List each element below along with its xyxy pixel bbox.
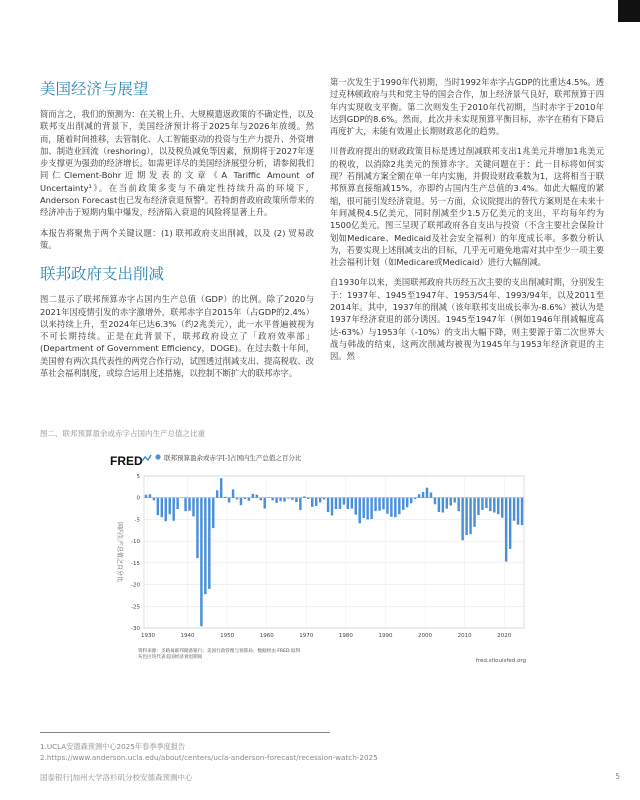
x-tick-label: 1990	[378, 633, 393, 639]
bar-1939	[184, 498, 186, 511]
bar-2005	[446, 498, 448, 509]
bar-2017	[493, 498, 495, 513]
bar-2006	[450, 498, 452, 506]
bar-1980	[347, 498, 349, 509]
bar-1945	[208, 498, 210, 589]
bar-1970	[307, 498, 309, 499]
bar-1936	[172, 498, 174, 521]
bar-1975	[327, 498, 329, 512]
bar-2016	[489, 498, 491, 511]
footnote-2-link[interactable]: 2.https://www.anderson.ucla.edu/about/centers/ucla-anderson-forecast/recession-watch-2025	[40, 753, 378, 762]
bar-1971	[311, 498, 313, 507]
bar-1986	[370, 498, 372, 519]
bar-1940	[188, 498, 190, 511]
bar-1951	[232, 489, 234, 497]
paragraph-spending-cut-history: 自1930年以来，美国联邦政府共历经五次主要的支出削减时期，分别发生于：1937年、1945至1947年、1953/54年、1993/94年，以及2011至2014年。其中，1937年的削减（该年联邦支出成长率为-8.6%）被认为是1937年经济衰退的部分诱因。1945至1947年（例如1946年削减幅度高达-63%）与1953年（-10%）的支出大幅下降，则主要源于第二次世界大战与韩战的结束，这两次削减均被视为1945年与1953年经济衰退的主因。然	[330, 277, 604, 362]
bar-1941	[192, 498, 194, 517]
bar-1937	[176, 498, 178, 509]
bar-1987	[374, 498, 376, 511]
chart-y-axis-label: 国内生产总值之百分比	[116, 521, 123, 583]
fred-logo-text: FRED	[110, 454, 143, 468]
x-tick-label: 2000	[418, 633, 433, 639]
bar-1979	[343, 498, 345, 505]
bar-2001	[430, 493, 432, 498]
legend-dot-icon	[155, 454, 160, 459]
footer-publisher: 国泰银行|加州大学洛杉矶分校安德森预测中心	[40, 773, 193, 782]
fred-chart	[110, 452, 530, 672]
bar-1969	[303, 496, 305, 497]
bar-1959	[264, 498, 266, 509]
bar-1944	[204, 498, 206, 594]
bar-2007	[454, 498, 456, 503]
chart-recession-note: 灰色区块代表美国经济衰退期间	[138, 655, 203, 660]
bar-1958	[260, 498, 262, 501]
bar-2003	[438, 498, 440, 512]
bar-1968	[299, 498, 301, 510]
chart-y-ticks	[131, 474, 140, 632]
bar-1953	[240, 498, 242, 505]
x-tick-label: 1950	[220, 633, 235, 639]
y-tick-label: -5	[134, 517, 140, 524]
bar-1989	[382, 498, 384, 510]
bar-1977	[335, 498, 337, 509]
bar-1933	[161, 498, 163, 518]
x-tick-label: 1930	[140, 633, 155, 639]
bar-1984	[362, 498, 364, 518]
footnote-divider	[40, 732, 330, 733]
bar-2015	[485, 498, 487, 508]
bar-1981	[351, 498, 353, 509]
bar-1978	[339, 498, 341, 509]
y-tick-label: -30	[131, 626, 140, 632]
chart-x-ticks	[141, 633, 512, 639]
x-tick-label: 1960	[259, 633, 274, 639]
paragraph-1990s-2010s: 第一次发生于1990年代初期，当时1992年赤字占GDP的比重达4.5%。透过克林顿政府与共和党主导的国会合作，加上经济景气良好，联邦预算于四年内实现收支平衡。第二次则发生于2010年代初期，当时赤字于2010年达到GDP的8.6%。然而，此次并未实现预算平衡目标，赤字在稍有下降后再度扩大，未能有效遏止长期财政恶化的趋势。	[330, 77, 604, 137]
chart-svg	[110, 452, 530, 672]
page-number: 5	[615, 772, 620, 781]
bar-1985	[366, 498, 368, 520]
bar-1972	[315, 498, 317, 506]
bar-2013	[477, 498, 479, 515]
x-tick-label: 2020	[497, 633, 512, 639]
paragraph-focus-topics: 本报告将聚焦于两个关键议题：(1) 联邦政府支出削减，以及 (2) 贸易政策。	[40, 227, 314, 250]
bar-1950	[228, 498, 230, 503]
bar-2023	[517, 498, 519, 525]
bar-1934	[165, 498, 167, 521]
fred-logo-line-icon	[142, 455, 151, 461]
footnote-1: 1.UCLA安德森预测中心2025年春季季度报告	[40, 742, 186, 751]
chart-site-link[interactable]: fred.stlouisfed.org	[475, 658, 526, 664]
bar-2010	[465, 498, 467, 535]
bar-1976	[331, 498, 333, 516]
bar-1993	[398, 498, 400, 515]
bar-1997	[414, 498, 416, 499]
heading-federal-spending-cuts: 联邦政府支出削减	[40, 265, 165, 284]
bar-1988	[378, 498, 380, 511]
bar-1966	[291, 498, 293, 500]
y-tick-label: -15	[131, 560, 140, 567]
bar-2018	[497, 498, 499, 515]
bar-1974	[323, 498, 325, 500]
bar-1996	[410, 498, 412, 504]
bar-1963	[279, 498, 281, 501]
bar-1932	[157, 498, 159, 515]
bar-2002	[434, 498, 436, 505]
bar-1954	[244, 498, 246, 499]
bar-2008	[457, 498, 459, 511]
bar-1999	[422, 492, 424, 498]
fred-logo	[110, 454, 151, 468]
x-tick-label: 1970	[299, 633, 314, 639]
bar-1935	[169, 498, 171, 515]
paragraph-deficit-intro: 图二显示了联邦预算赤字占国内生产总值（GDP）的比例。除了2020与2021年因疫情引发的赤字激增外，联邦赤字自2015年（占GDP的2.4%）以来持续上升，至2024年已达6.3%（约2兆美元），此一水平普遍被视为不可长期持续。正是在此背景下，联邦政府设立了「政府效率部」(Department of Government Efficiency，DOGE)。在过去数十年间，美国曾有两次具代表性的两党合作行动，试图透过削减支出、提高税收、改革社会福利制度，或综合运用上述措施，以控制不断扩大的联邦赤字。	[40, 294, 314, 379]
bar-1961	[271, 498, 273, 501]
y-tick-label: 5	[136, 474, 140, 480]
chart-legend: 联邦预算盈余或赤字[-]占国内生产总值之百分比	[164, 454, 302, 462]
x-tick-label: 1940	[180, 633, 195, 639]
bar-1965	[287, 498, 289, 499]
figure-caption: 图二、联邦预算盈余或赤字占国内生产总值之比重	[40, 429, 205, 438]
footnotes	[40, 741, 378, 763]
bar-1991	[390, 498, 392, 517]
bar-1982	[355, 498, 357, 515]
bar-1955	[248, 498, 250, 501]
bar-1983	[359, 498, 361, 524]
bar-1994	[402, 498, 404, 510]
bar-1956	[252, 494, 254, 498]
y-tick-label: -10	[131, 539, 140, 546]
bar-2020	[505, 498, 507, 562]
bar-1957	[256, 495, 258, 498]
bar-1992	[394, 498, 396, 518]
bar-1949	[224, 497, 226, 498]
bar-2009	[461, 498, 463, 541]
chart-source-note: 资料来源：圣路易联邦储备银行；美国行政管理与预算局；数据经由 FRED 取得	[138, 649, 301, 654]
x-tick-label: 1980	[338, 633, 353, 639]
bar-1973	[319, 498, 321, 503]
paragraph-outlook: 简而言之，我们的预测为：在关税上升、大规模遣返政策的不确定性，以及联邦支出削减的背景下，美国经济预计将于2025年与2026年放缓。然而，随着时间推移，去管制化、人工智能驱动的投资与生产力提升、外资增加、制造业回流（reshoring），以及税负减免等因素，预期将于2027年逐步支撑更为强劲的经济增长。如需更详尽的美国经济展望分析，请参阅我们同仁Clement-Bohr近期发表的文章《A Tariffic Amount of Uncertainty¹》。在当前政策多变与不确定性持续升高的环境下，Anderson Forecast也已发布经济衰退预警²。若特朗普政府政策所带来的经济冲击于短期内集中爆发，经济陷入衰退的风险将显著上升。	[40, 109, 314, 218]
bar-2019	[501, 498, 503, 518]
bar-1948	[220, 478, 222, 498]
y-tick-label: -25	[131, 604, 140, 611]
bar-1952	[236, 498, 238, 500]
bar-2012	[473, 498, 475, 527]
bar-1964	[283, 498, 285, 502]
bar-2004	[442, 498, 444, 513]
bar-1947	[216, 490, 218, 497]
bar-2024	[521, 498, 523, 525]
bar-2014	[481, 498, 483, 510]
bar-1931	[153, 498, 155, 501]
bar-1942	[196, 498, 198, 558]
heading-us-economy: 美国经济与展望	[40, 80, 149, 98]
bar-1943	[200, 498, 202, 627]
bar-1962	[275, 498, 277, 503]
left-column	[40, 76, 314, 387]
bar-1990	[386, 498, 388, 514]
bar-1998	[418, 494, 420, 497]
y-tick-label: 0	[136, 495, 140, 502]
x-tick-label: 2010	[457, 633, 472, 639]
bar-2011	[469, 498, 471, 534]
bar-1995	[406, 498, 408, 508]
chart-bars	[145, 478, 523, 626]
bar-1930	[149, 494, 151, 497]
bar-1929	[145, 495, 147, 498]
y-tick-label: -20	[131, 582, 140, 589]
right-column	[330, 76, 604, 371]
bar-2000	[426, 488, 428, 498]
corner-mark	[618, 0, 640, 22]
bar-1967	[295, 498, 297, 502]
bar-1946	[212, 498, 214, 528]
bar-2021	[509, 498, 511, 549]
bar-2022	[513, 498, 515, 521]
paragraph-trump-policy: 川普政府提出的财政政策目标是透过削减联邦支出1兆美元并增加1兆美元的税收，以消除2兆美元的预算赤字。关键问题在于：此一目标将如何实现？若削减方案全额在单一年内实施，并假设财政乘数为1，这将相当于联邦预算直接缩减15%，亦即约占国内生产总值的3.4%。如此大幅度的紧缩，很可能引发经济衰退。另一方面，众议院提出的替代方案则是在未来十年间减税4.5亿美元，同时削减至少1.5万亿美元的支出，平均每年约为1500亿美元。图三呈现了联邦政府各自支出与投资（不含主要社会保险计划如Medicare、Medicaid及社会安全福利）的年度成长率。多数分析认为，若要实现上述削减支出的目标，几乎无可避免地需对其中至少一项主要社会福利计划（如Medicare或Medicaid）进行大幅削减。	[330, 146, 604, 268]
